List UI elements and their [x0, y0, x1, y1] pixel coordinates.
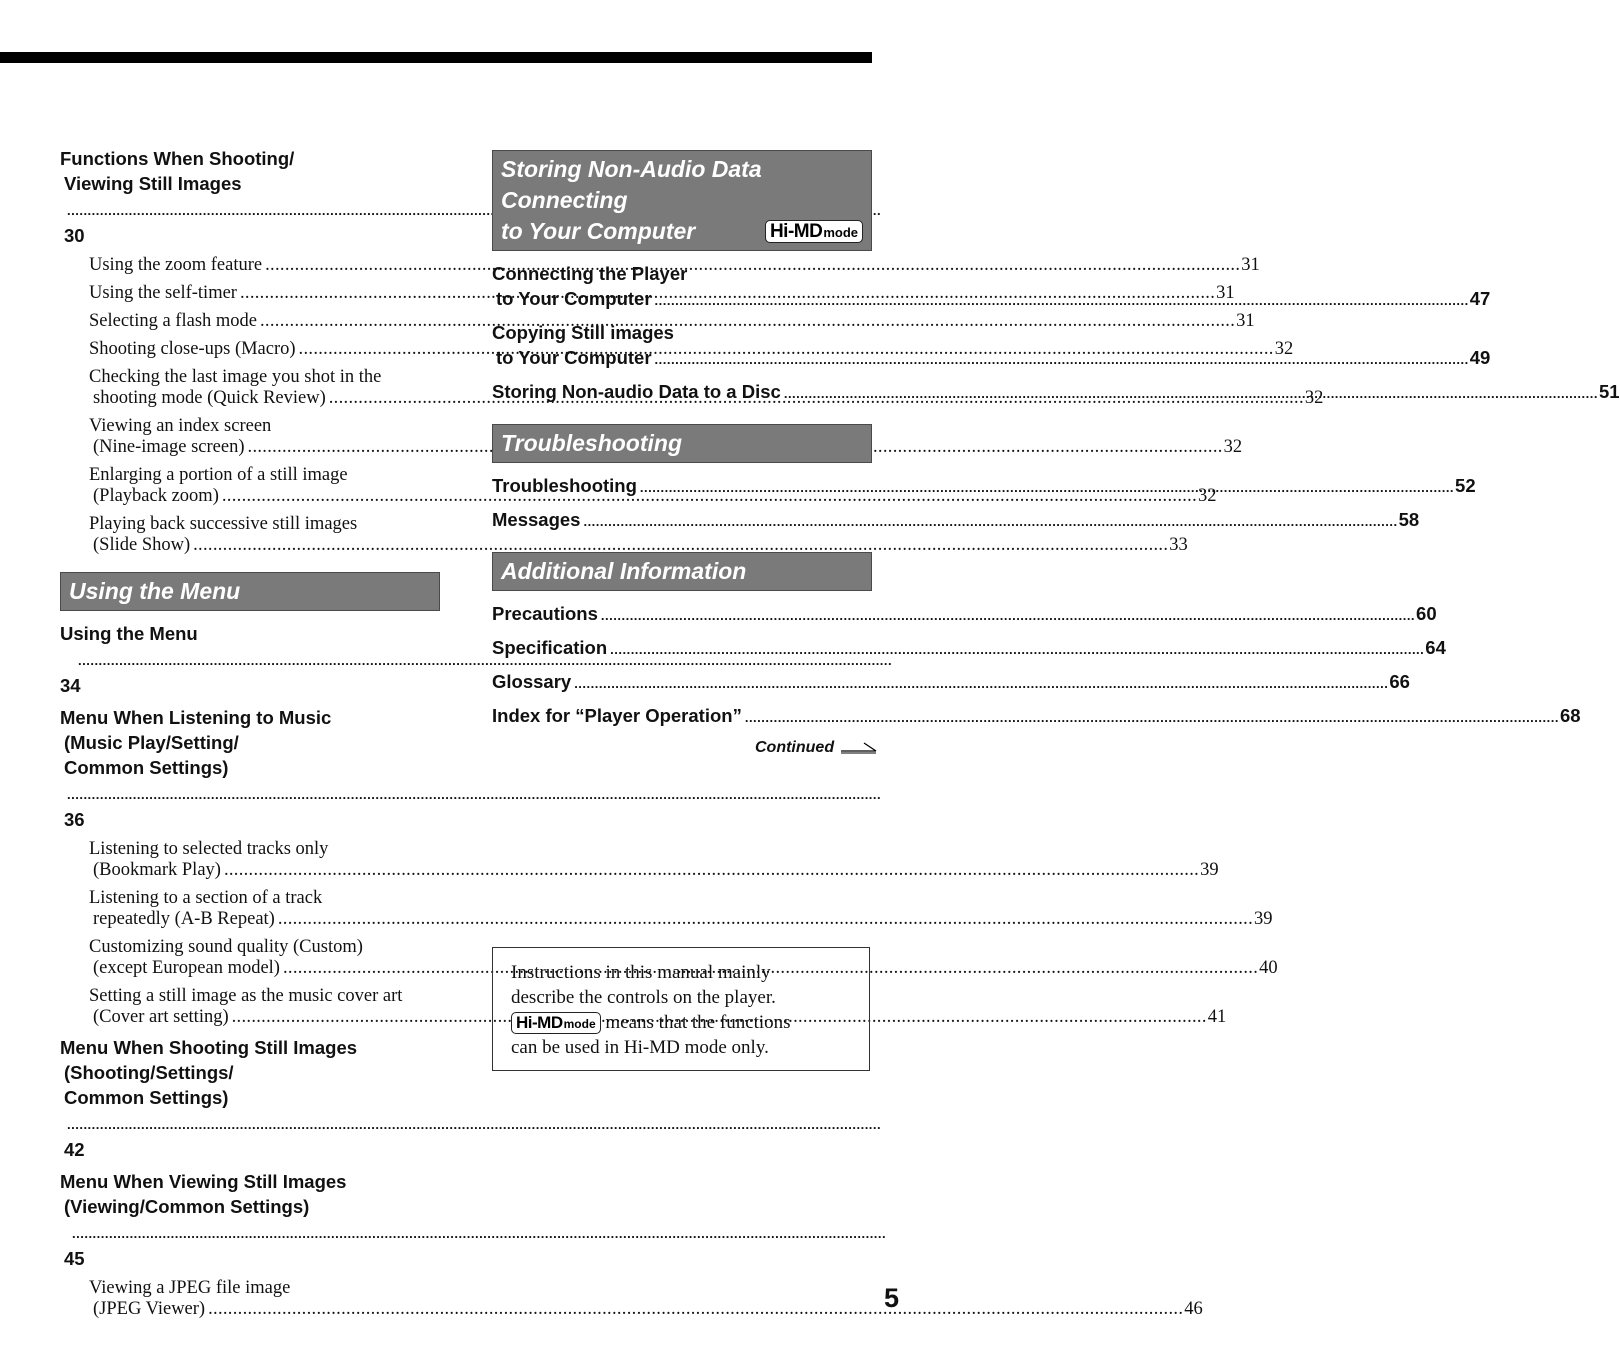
- section-banner-additional-information: [492, 552, 872, 591]
- top-rule: [0, 52, 872, 63]
- entry-title: Copying Still images: [492, 322, 674, 343]
- section-banner-using-the-menu: [60, 572, 440, 611]
- entry-title: (Slide Show): [93, 535, 191, 555]
- page-ref: 58: [1398, 509, 1420, 530]
- continued-label: Continued: [755, 739, 835, 756]
- toc-entry[interactable]: [492, 507, 1420, 534]
- entry-title: (Cover art setting): [93, 1007, 229, 1027]
- leader-dots: [640, 480, 1454, 495]
- hi-md-mode-badge: Hi-MD mode: [511, 1012, 601, 1034]
- entry-title: to Your Computer: [496, 288, 652, 309]
- page-ref: 49: [1469, 347, 1491, 368]
- leader-dots: [655, 293, 1469, 308]
- entry-title: Messages: [492, 509, 581, 530]
- toc-entry[interactable]: [492, 669, 1410, 696]
- note-line: means that the functions: [600, 1012, 791, 1033]
- entry-title: Viewing Still Images: [64, 173, 242, 194]
- entry-title: Precautions: [492, 603, 598, 624]
- page-ref: 45: [64, 1248, 85, 1269]
- leader-dots: [601, 608, 1415, 623]
- section-title-line1: Storing Non-Audio Data Connecting: [501, 156, 762, 213]
- page-ref: 66: [1389, 671, 1410, 692]
- entry-title: Connecting the Player: [492, 263, 688, 284]
- page-ref: 60: [1416, 603, 1437, 624]
- page-ref: 32: [1198, 486, 1217, 506]
- section-title: Additional Information: [501, 558, 747, 584]
- entry-title: Listening to a section of a track: [89, 888, 323, 908]
- hi-md-mode-badge: Hi-MD mode: [765, 220, 863, 244]
- leader-dots: [655, 352, 1469, 367]
- page-ref: 68: [1559, 705, 1581, 726]
- entry-title: (JPEG Viewer): [93, 1299, 206, 1319]
- leader-dots: [67, 1117, 881, 1132]
- leader-dots: [745, 710, 1559, 725]
- continued-indicator: [755, 739, 872, 757]
- entry-title: Enlarging a portion of a still image: [89, 465, 348, 485]
- toc-entry-menu-listening-music[interactable]: Menu When Listening to Music (Music Play/Setting/ Common Settings) ..... 36: [60, 705, 440, 832]
- entry-title: Storing Non-audio Data to a Disc: [492, 381, 781, 402]
- continued-arrow-icon: [840, 742, 878, 754]
- entry-title: Glossary: [492, 671, 572, 692]
- toc-entry[interactable]: [492, 601, 1437, 628]
- section-banner-troubleshooting: [492, 424, 872, 463]
- page-ref: 52: [1455, 475, 1476, 496]
- page-ref: 46: [1184, 1299, 1203, 1319]
- page-ref: 41: [1207, 1007, 1227, 1027]
- entry-title: Viewing an index screen: [89, 416, 272, 436]
- page-ref: 31: [1216, 283, 1235, 303]
- page-ref: 34: [60, 675, 81, 696]
- toc-entry[interactable]: [492, 703, 1581, 730]
- page-ref: 64: [1425, 637, 1446, 658]
- section-title: Using the Menu: [69, 578, 241, 604]
- page-ref: 40: [1259, 958, 1278, 978]
- page-ref: 32: [1274, 339, 1294, 359]
- page-ref: 42: [64, 1139, 85, 1160]
- entry-title: Troubleshooting: [492, 475, 637, 496]
- entry-title: Viewing a JPEG file image: [89, 1278, 291, 1298]
- section-title: Troubleshooting: [501, 430, 683, 456]
- entry-title: Using the self-timer: [89, 283, 237, 303]
- entry-title: Customizing sound quality (Custom): [89, 937, 363, 957]
- entry-title: Using the zoom feature: [89, 255, 263, 275]
- entry-title: shooting mode (Quick Review): [93, 388, 326, 408]
- section-banner-storing-non-audio: [492, 150, 872, 251]
- leader-dots: [224, 860, 1199, 880]
- toc-entry-menu-viewing-still[interactable]: Menu When Viewing Still Images (Viewing/Common Settings) ..... 45: [60, 1169, 440, 1271]
- entry-title: to Your Computer: [496, 347, 652, 368]
- entry-title: (Bookmark Play): [93, 860, 221, 880]
- note-line: describe the controls on the player.: [511, 987, 776, 1008]
- leader-dots: [583, 514, 1397, 529]
- page-number: 5: [884, 1283, 900, 1313]
- entry-title: Playing back successive still images: [89, 514, 358, 534]
- toc-entry[interactable]: [492, 635, 1446, 662]
- leader-dots: [208, 1299, 1183, 1319]
- entry-title: Checking the last image you shot in the: [89, 367, 382, 387]
- leader-dots: [278, 909, 1253, 929]
- page-ref: 39: [1200, 860, 1219, 880]
- leader-dots: [610, 642, 1424, 657]
- hi-md-note-box: [492, 947, 870, 1071]
- note-line: can be used in Hi-MD mode only.: [511, 1037, 769, 1058]
- page-ref: 51: [1598, 381, 1620, 402]
- section-title-line2: to Your Computer: [501, 218, 696, 244]
- entry-title: Selecting a flash mode: [89, 311, 257, 331]
- toc-subentry[interactable]: [60, 888, 1273, 930]
- toc-entry-functions-shooting[interactable]: Functions When Shooting/ Viewing Still Images ..... 30: [60, 146, 440, 248]
- toc-entry-menu-shooting-still[interactable]: Menu When Shooting Still Images (Shooting/Settings/ Common Settings) ..... 42: [60, 1035, 440, 1162]
- entry-title: (Playback zoom): [93, 486, 219, 506]
- leader-dots: [574, 676, 1388, 691]
- page-ref: 36: [64, 809, 85, 830]
- page-ref: 32: [1304, 388, 1324, 408]
- page-ref: 47: [1469, 288, 1491, 309]
- entry-title: repeatedly (A-B Repeat): [93, 909, 275, 929]
- leader-dots: [784, 386, 1598, 401]
- page-ref: 33: [1169, 535, 1188, 555]
- entry-title: Setting a still image as the music cover art: [89, 986, 403, 1006]
- page-ref: 39: [1254, 909, 1273, 929]
- toc-subentry[interactable]: [60, 311, 1255, 332]
- toc-subentry[interactable]: [60, 1278, 1203, 1320]
- toc-entry-using-the-menu[interactable]: Using the Menu ..... 34: [60, 621, 440, 698]
- entry-title: Specification: [492, 637, 608, 658]
- entry-title: (Nine-image screen): [93, 437, 245, 457]
- entry-title: (except European model): [93, 958, 280, 978]
- entry-title: Listening to selected tracks only: [89, 839, 329, 859]
- page-ref: 31: [1236, 311, 1255, 331]
- leader-dots: [67, 787, 881, 802]
- entry-title: Shooting close-ups (Macro): [89, 339, 296, 359]
- leader-dots: [72, 1226, 886, 1241]
- note-line: Instructions in this manual mainly: [511, 962, 771, 983]
- page-ref: 32: [1223, 437, 1243, 457]
- page-ref: 31: [1241, 255, 1260, 275]
- entry-title: Index for “Player Operation”: [492, 705, 742, 726]
- page-ref: 30: [64, 225, 85, 246]
- toc-subentry[interactable]: [60, 839, 1219, 881]
